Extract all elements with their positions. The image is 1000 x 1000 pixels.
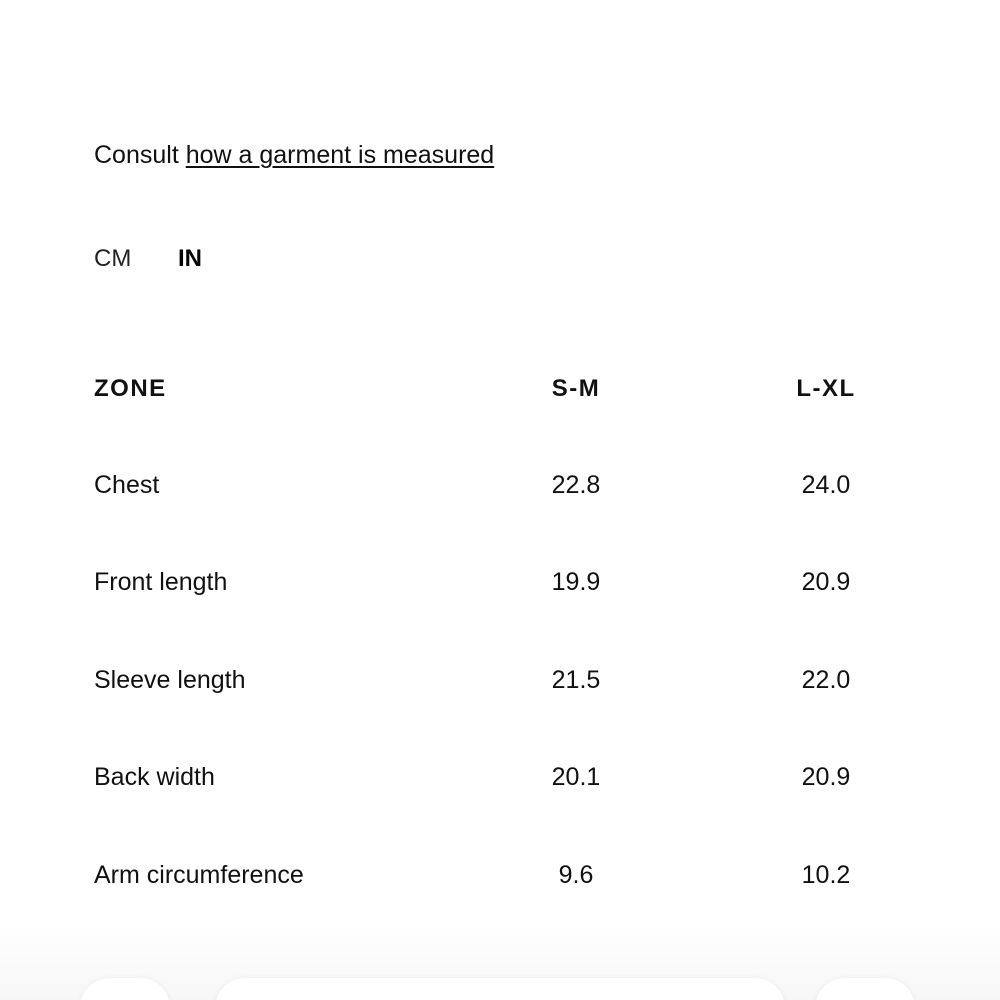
table-row — [94, 858, 894, 892]
table-row — [94, 468, 894, 502]
unit-toggle — [94, 242, 202, 276]
row-zone: Front length — [94, 568, 228, 596]
row-l-xl-value: 24.0 — [801, 471, 851, 499]
row-zone: Sleeve length — [94, 666, 246, 694]
size-table — [94, 372, 894, 889]
table-row — [94, 760, 894, 794]
row-zone: Arm circumference — [94, 861, 304, 889]
garment-measure-link[interactable]: how a garment is measured — [185, 141, 495, 169]
unit-in-option[interactable]: IN — [178, 245, 202, 272]
row-s-m-value: 9.6 — [558, 861, 594, 889]
row-s-m-value: 19.9 — [551, 568, 601, 596]
consult-prefix: Consult — [94, 141, 186, 169]
table-header-row — [94, 372, 894, 406]
table-row — [94, 565, 894, 599]
bottom-center-button[interactable] — [215, 978, 785, 1000]
row-l-xl-value: 20.9 — [801, 763, 851, 791]
row-l-xl-value: 20.9 — [801, 568, 851, 596]
row-zone: Chest — [94, 471, 160, 499]
row-s-m-value: 20.1 — [551, 763, 601, 791]
unit-cm-option[interactable]: CM — [94, 245, 132, 272]
table-row — [94, 663, 894, 697]
row-s-m-value: 21.5 — [551, 666, 601, 694]
header-s-m: S-M — [551, 375, 601, 402]
bottom-right-button[interactable] — [815, 978, 915, 1000]
row-l-xl-value: 10.2 — [801, 861, 851, 889]
header-zone: ZONE — [94, 375, 167, 402]
header-l-xl: L-XL — [796, 375, 856, 402]
row-l-xl-value: 22.0 — [801, 666, 851, 694]
consult-line — [94, 138, 494, 172]
row-s-m-value: 22.8 — [551, 471, 601, 499]
row-zone: Back width — [94, 763, 215, 791]
